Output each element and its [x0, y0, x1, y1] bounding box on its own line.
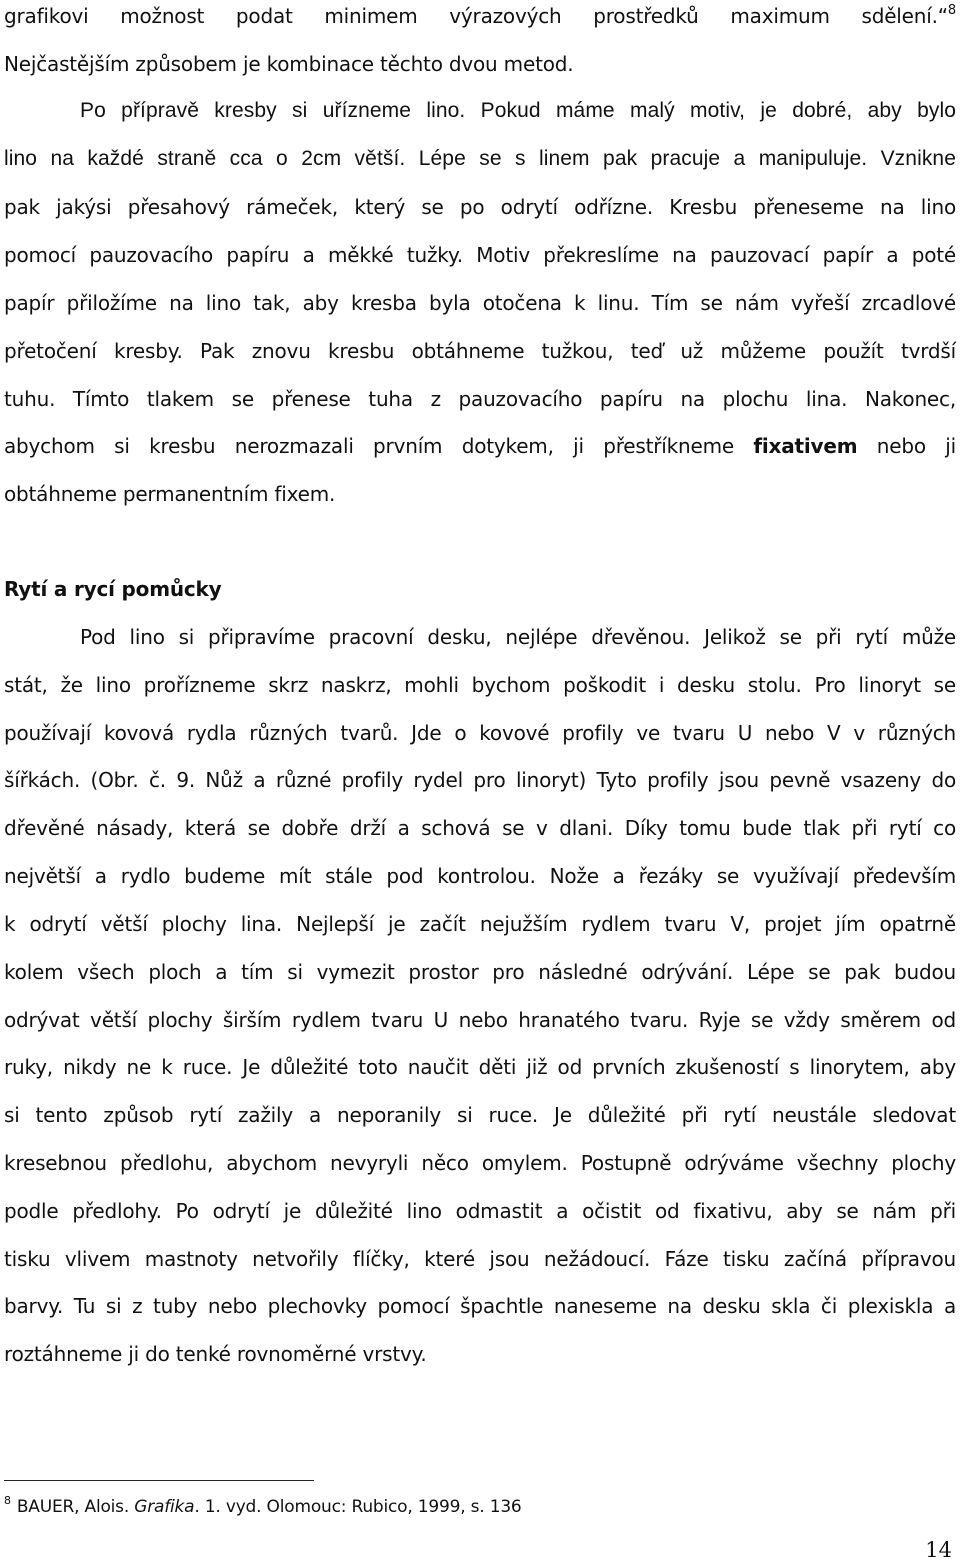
- text-line: šířkách. (Obr. č. 9. Nůž a různé profily rydel pro linoryt) Tyto profily jsou pevně vsazeny do: [4, 768, 956, 792]
- text-line: největší a rydlo budeme mít stále pod kontrolou. Nože a řezáky se využívají především: [4, 864, 956, 888]
- text-line: Nejčastějším způsobem je kombinace těchto dvou metod.: [4, 52, 574, 76]
- text-line: roztáhneme ji do tenké rovnoměrné vrstvy.: [4, 1342, 427, 1366]
- footnote-reference: 8: [947, 3, 956, 18]
- text-line: tisku vlivem mastnoty netvořily flíčky, které jsou nežádoucí. Fáze tisku začíná přípravou: [4, 1247, 956, 1271]
- text-line: stát, že lino prořízneme skrz naskrz, mohli bychom poškodit i desku stolu. Pro linoryt se: [4, 673, 956, 697]
- text-line: kolem všech ploch a tím si vymezit prostor pro následné odrývání. Lépe se pak budou: [4, 960, 956, 984]
- text-line: používají kovová rydla různých tvarů. Jde o kovové profily ve tvaru U nebo V v různých: [4, 721, 956, 745]
- text-line: ruky, nikdy ne k ruce. Je důležité toto naučit děti již od prvních zkušeností s linorytem, aby: [4, 1055, 956, 1079]
- text-line: kresebnou předlohu, abychom nevyryli něco omylem. Postupně odrýváme všechny plochy: [4, 1151, 956, 1175]
- text-line: lino na každé straně cca o 2cm větší. Lépe se s linem pak pracuje a manipuluje. Vznikne: [4, 147, 956, 170]
- text-line: pomocí pauzovacího papíru a měkké tužky. Motiv překreslíme na pauzovací papír a poté: [4, 243, 956, 267]
- section-heading: Rytí a rycí pomůcky: [4, 577, 222, 601]
- footnote-number: 8: [4, 1494, 11, 1507]
- text-line: grafikovi možnost podat minimem výrazových prostředků maximum sdělení.“$^8$: [4, 3, 956, 28]
- text-line: odrývat větší plochy širším rydlem tvaru U nebo hranatého tvaru. Ryje se vždy směrem od: [4, 1008, 956, 1032]
- text-line: papír přiložíme na lino tak, aby kresba byla otočena k linu. Tím se nám vyřeší zrcadlové: [4, 291, 956, 315]
- text-line: podle předlohy. Po odrytí je důležité lino odmastit a očistit od fixativu, aby se nám při: [4, 1199, 956, 1223]
- footnote-separator: [4, 1480, 314, 1481]
- page-number: 14: [925, 1538, 952, 1562]
- text-line: obtáhneme permanentním fixem.: [4, 482, 336, 506]
- text-line: pak jakýsi přesahový rámeček, který se po odrytí odřízne. Kresbu přeneseme na lino: [4, 195, 956, 219]
- bold-term: fixativem: [753, 434, 858, 458]
- text-line: tuhu. Tímto tlakem se přenese tuha z pauzovacího papíru na plochu lina. Nakonec,: [4, 387, 956, 411]
- text-line: Po přípravě kresby si uřízneme lino. Pokud máme malý motiv, je dobré, aby bylo: [80, 99, 956, 122]
- footnote-title: Grafika: [134, 1497, 195, 1517]
- text-line: dřevěné násady, která se dobře drží a schová se v dlani. Díky tomu bude tlak při rytí co: [4, 816, 956, 840]
- footnote: $^8$ BAUER, Alois. Grafika. 1. vyd. Olomouc: Rubico, 1999, s. 136: [4, 1494, 522, 1517]
- text-line: přetočení kresby. Pak znovu kresbu obtáhneme tužkou, teď už můžeme použít tvrdší: [4, 339, 956, 363]
- text-line: barvy. Tu si z tuby nebo plechovky pomocí špachtle naneseme na desku skla či plexiskla a: [4, 1294, 956, 1318]
- text-line: Pod lino si připravíme pracovní desku, nejlépe dřevěnou. Jelikož se při rytí může: [80, 625, 956, 649]
- text-line: si tento způsob rytí zažily a neporanily si ruce. Je důležité při rytí neustále sledovat: [4, 1103, 956, 1127]
- text-line: k odrytí větší plochy lina. Nejlepší je začít nejužším rydlem tvaru V, projet jím opatrně: [4, 912, 956, 936]
- text-line: abychom si kresbu nerozmazali prvním dotykem, ji přestříkneme fixativem nebo ji: [4, 434, 956, 458]
